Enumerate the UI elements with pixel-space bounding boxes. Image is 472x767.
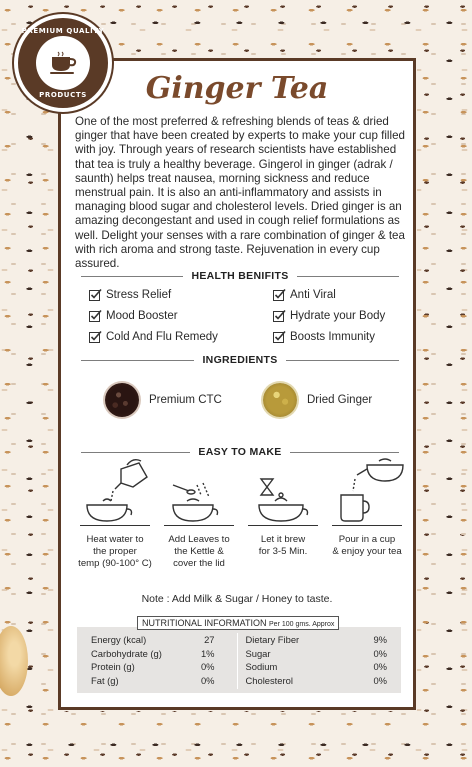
badge-top-text: PREMIUM QUALITY: [21, 27, 105, 35]
benefit-item: Cold And Flu Remedy: [89, 329, 273, 344]
step-label: Heat water to the proper temp (90-100° C): [78, 534, 152, 569]
nutrition-row: Carbohydrate (g) 1%: [91, 647, 215, 659]
preparation-steps: [75, 457, 405, 587]
teapot-cup-icon: [327, 457, 407, 523]
step-heat-water: [75, 457, 155, 570]
ginger-root-decoration: [0, 626, 28, 696]
premium-quality-badge: [14, 14, 112, 112]
badge-bottom-text: PRODUCTS: [39, 91, 87, 99]
ingredients-heading: INGREDIENTS: [81, 353, 399, 367]
nutrition-row: Energy (kcal) 27: [91, 634, 215, 646]
checkbox-icon: [89, 309, 102, 322]
checkbox-icon: [273, 309, 286, 322]
ingredient-item: Dried Ginger: [263, 383, 372, 417]
nutrition-row: Fat (g) 0%: [91, 674, 215, 686]
step-add-leaves: [159, 457, 239, 570]
product-description: One of the most preferred & refreshing blends of teas & dried ginger that have been created by experts to make your cup filled with joy. Through years of research scientists have established that tea is truly a healthy beverage. Gingerol in ginger (adrak / saunth) helps treat nausea, morning sickness and reduce menstrual pain. It is also an anti-inflammatory and assists in managing blood sugar and cholesterol levels. Dried ginger is an amazing decongestant and used in cough relief formulations as well. Delight your senses with a rare combination of ginger & tea with rich aroma and strong taste. Rejuvenation in every cup assured.: [75, 115, 405, 271]
checkbox-icon: [89, 330, 102, 343]
nutrition-row: Cholesterol 0%: [245, 674, 387, 686]
dried-ginger-image: [263, 383, 297, 417]
benefit-item: Mood Booster: [89, 308, 273, 323]
nutrition-row: Sodium 0%: [245, 661, 387, 673]
benefit-item: Hydrate your Body: [273, 308, 399, 323]
benefit-item: Anti Viral: [273, 287, 399, 302]
step-label: Let it brew for 3-5 Min.: [258, 534, 308, 557]
benefit-item: Stress Relief: [89, 287, 273, 302]
kettle-pour-icon: [75, 457, 155, 523]
nutrition-heading: NUTRITIONAL INFORMATION Per 100 gms. Approx: [137, 616, 339, 630]
health-benefits-list: [89, 287, 399, 344]
nutrition-row: Sugar 0%: [245, 647, 387, 659]
product-title: Ginger Tea: [145, 71, 329, 106]
step-brew: [243, 457, 323, 558]
hourglass-teapot-icon: [243, 457, 323, 523]
ingredient-item: Premium CTC: [105, 383, 222, 417]
checkbox-icon: [89, 288, 102, 301]
nutrition-table: [77, 627, 401, 693]
benefit-item: Boosts Immunity: [273, 329, 399, 344]
product-card: [58, 58, 416, 710]
nutrition-row: Protein (g) 0%: [91, 661, 215, 673]
checkbox-icon: [273, 330, 286, 343]
ctc-tea-image: [105, 383, 139, 417]
easy-to-make-heading: EASY TO MAKE: [81, 445, 399, 459]
spoon-teapot-icon: [159, 457, 239, 523]
ingredients-list: [105, 383, 395, 423]
health-benefits-heading: HEALTH BENIFITS: [81, 269, 399, 283]
step-label: Add Leaves to the Kettle & cover the lid: [168, 534, 230, 569]
step-label: Pour in a cup & enjoy your tea: [332, 534, 402, 557]
teacup-icon: [48, 51, 78, 75]
nutrition-row: Dietary Fiber 9%: [245, 634, 387, 646]
step-pour: [327, 457, 407, 558]
checkbox-icon: [273, 288, 286, 301]
serving-note: Note : Add Milk & Sugar / Honey to taste.: [141, 593, 333, 605]
